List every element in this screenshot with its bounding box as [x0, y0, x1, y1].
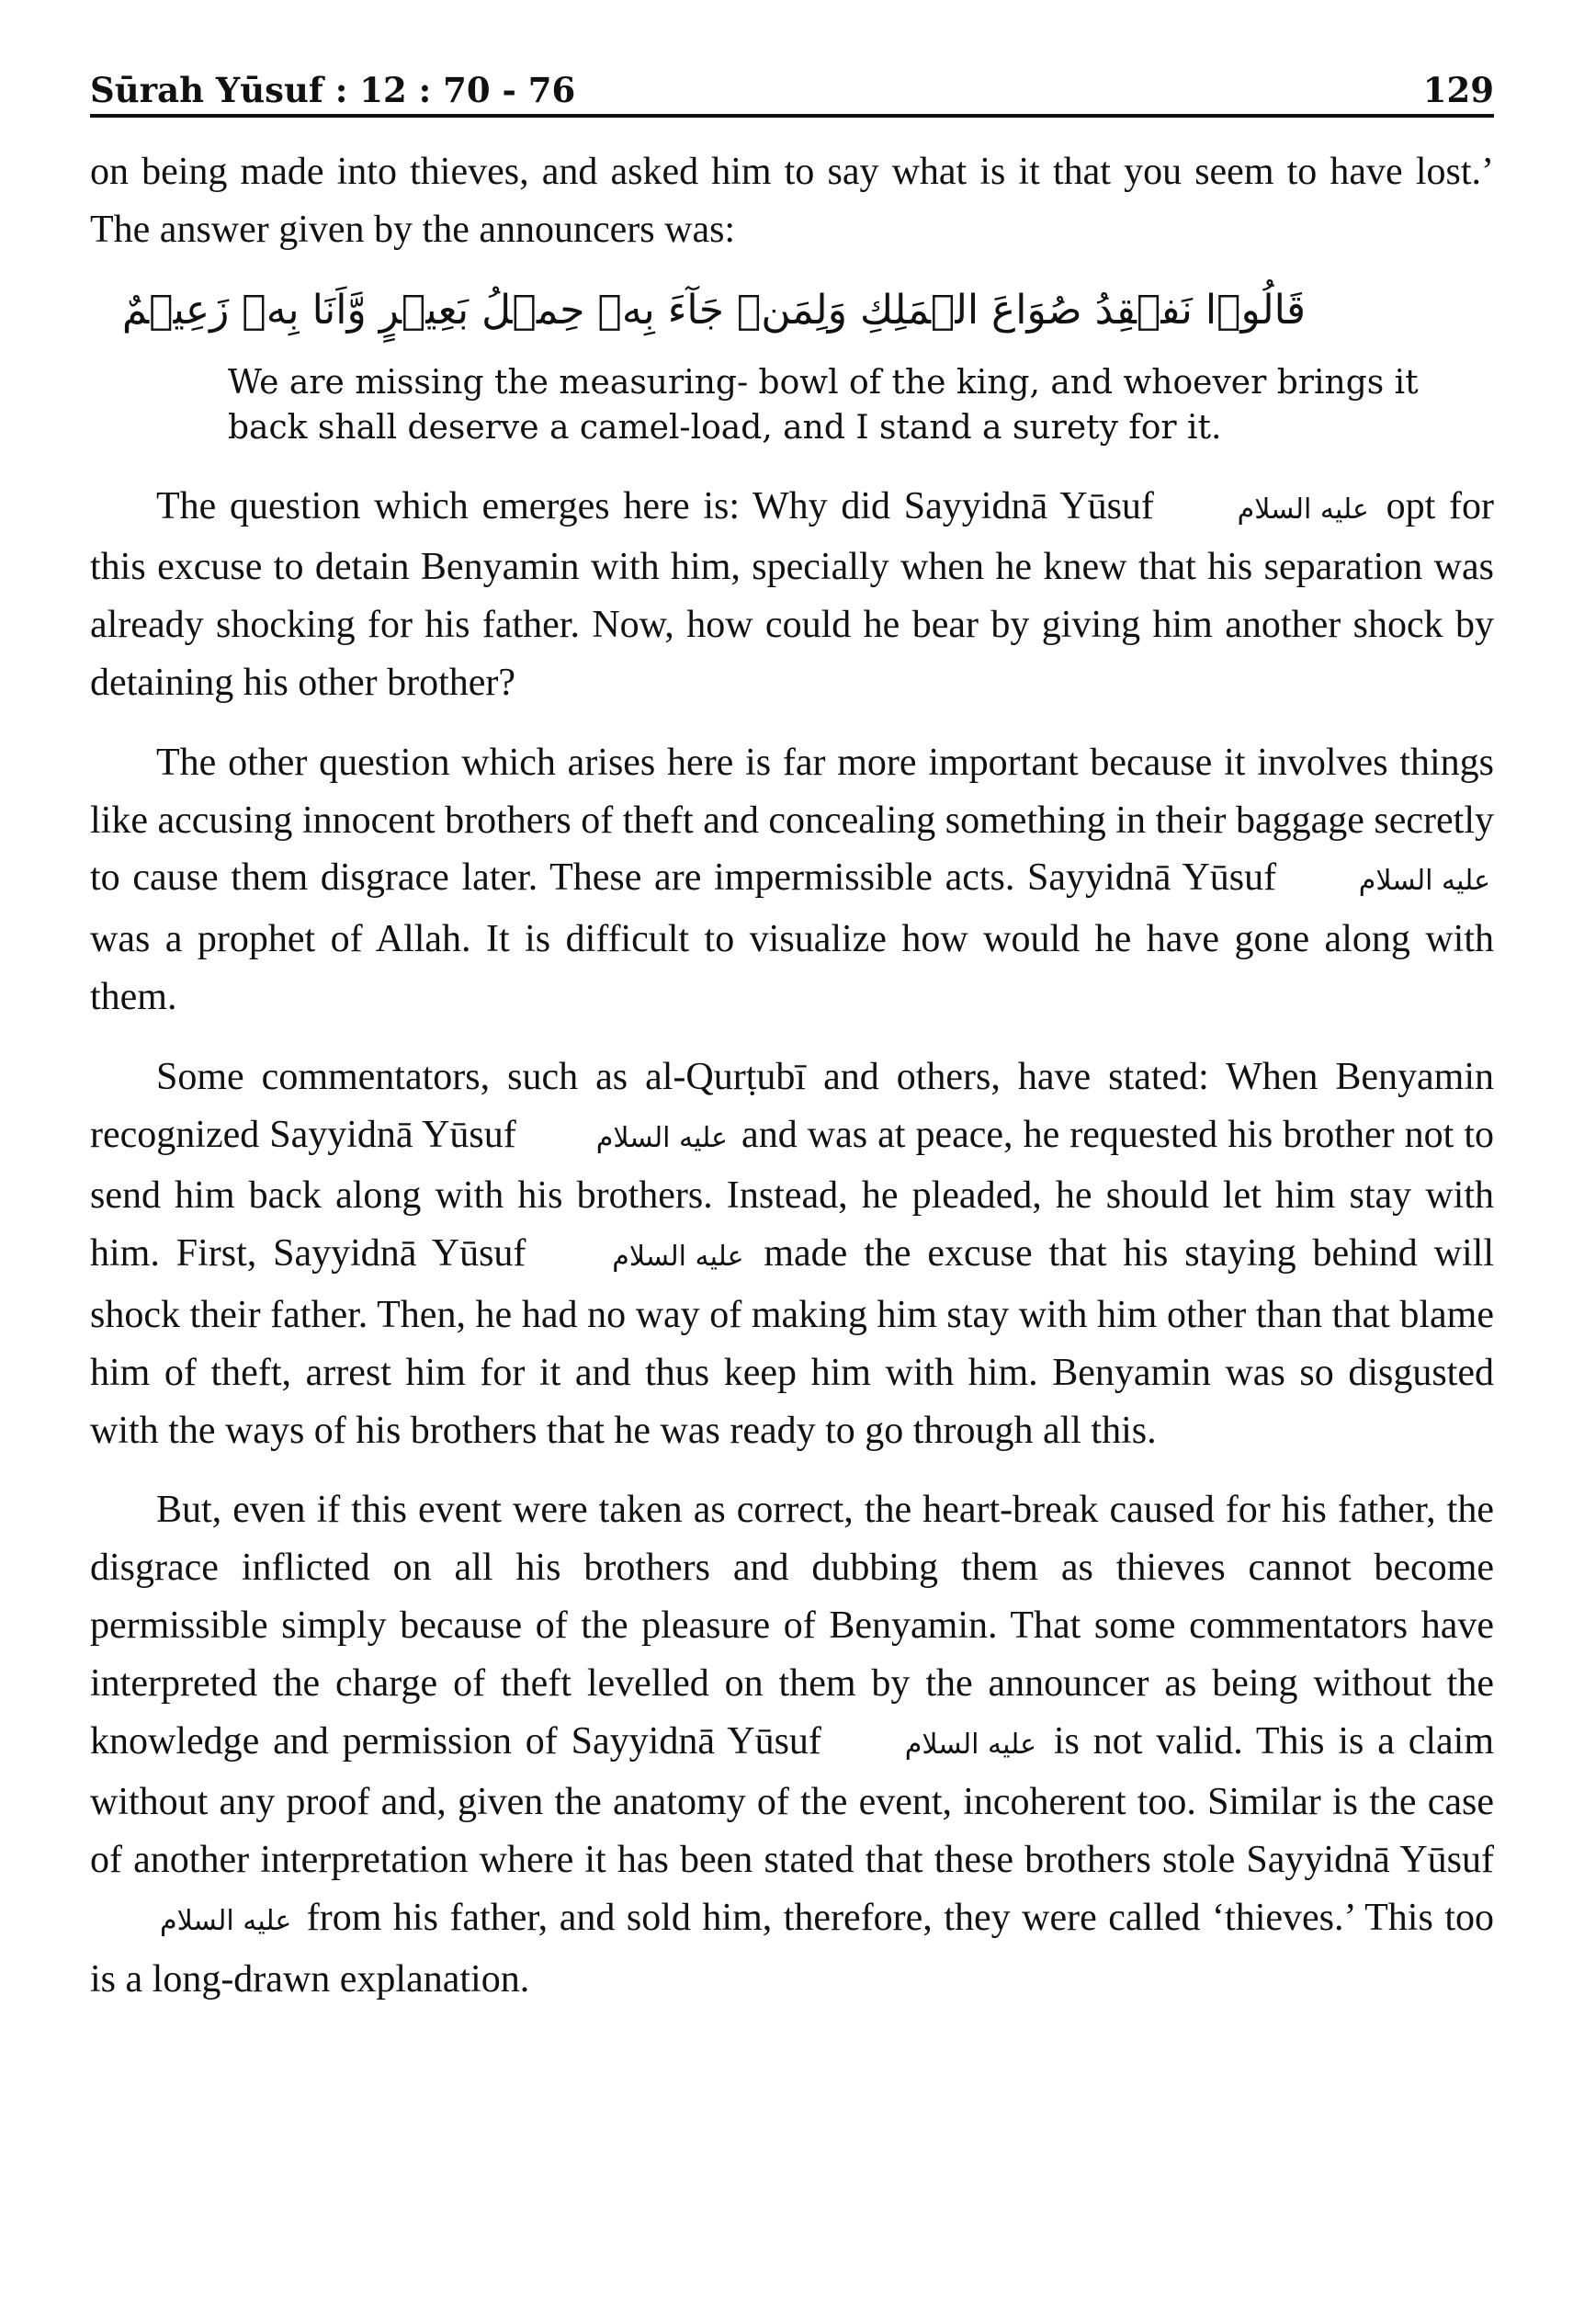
honorific-glyph: عليه السلام [904, 1728, 1036, 1761]
paragraph-3-part-a: Some commentators, such as al-Qurṭubī and others, have stated: When Benyamin recognized Sayyidnā Yūsuf [90, 1055, 1494, 1156]
body-text [90, 143, 1494, 2009]
paragraph-4-part-b: is not valid. This is a claim without any proof and, given the anatomy of the event, incoherent too. Similar is the case of another interpretation where it has been stated that these brothers stole Sayyidnā Yūsuf [90, 1719, 1494, 1882]
running-header [90, 55, 1494, 118]
honorific-glyph: عليه السلام [612, 1241, 744, 1274]
paragraph-3-part-c: made the excuse that his staying behind will shock their father. Then, he had no way of making him stay with him other than that blame him of theft, arrest him for it and thus keep him with him. Benyamin was so disgusted with the ways of his brothers that he was ready to go through all this. [90, 1232, 1494, 1452]
paragraph-2 [90, 734, 1494, 1026]
honorific-glyph: عليه السلام [595, 1121, 728, 1154]
paragraph-4-part-a: But, even if this event were taken as correct, the heart-break caused for his father, the disgrace inflicted on all his brothers and dubbing them as thieves cannot become permissible simply because of the pleasure of Benyamin. That some commentators have interpreted the charge of theft levelled on them by the announcer as being without the knowledge and permission of Sayyidnā Yūsuf [90, 1489, 1494, 1763]
intro-paragraph: on being made into thieves, and asked him to say what is it that you seem to have lost.’ The answer given by the announcers was: [90, 151, 1494, 251]
page-number: 129 [1422, 70, 1494, 110]
honorific-glyph: عليه السلام [160, 1904, 292, 1937]
paragraph-2-part-b: was a prophet of Allah. It is difficult to visualize how would he have gone along with them. [90, 918, 1494, 1018]
paragraph-4 [90, 1481, 1494, 2008]
paragraph-1 [90, 478, 1494, 712]
arabic-verse: قَالُوۡا نَفۡقِدُ صُوَاعَ الۡمَلِكِ وَلِمَنۡ جَآءَ بِهٖ حِمۡلُ بَعِيۡرٍ وَّاَنَا بِهٖ زَعِيۡمٌ [121, 286, 1307, 334]
paragraph-3-part-b: and was at peace, he requested his brother not to send him back along with his brothers. Instead, he pleaded, he should let him stay with him. First, Sayyidnā Yūsuf [90, 1113, 1494, 1275]
page [90, 55, 1494, 2009]
paragraph-1-part-b: opt for this excuse to detain Benyamin with him, specially when he knew that his separation was already shocking for his father. Now, how could he bear by giving him another shock by detaining his other brother? [90, 484, 1494, 704]
paragraph-2-part-a: The other question which arises here is far more important because it involves things like accusing innocent brothers of theft and concealing something in their baggage secretly to cause them disgrace later. These are impermissible acts. Sayyidnā Yūsuf [90, 741, 1494, 900]
header-title: Sūrah Yūsuf : 12 : 70 - 76 [90, 70, 576, 110]
paragraph-3 [90, 1049, 1494, 1460]
paragraph-4-part-c: from his father, and sold him, therefore, they were called ‘thieves.’ This too is a long-drawn explanation. [90, 1896, 1494, 2001]
paragraph-1-part-a: The question which emerges here is: Why did Sayyidnā Yūsuf [156, 484, 1154, 527]
honorific-glyph: عليه السلام [1237, 493, 1369, 526]
verse-translation: We are missing the measuring- bowl of the king, and whoever brings it back shall deserve a camel-load, and I stand a surety for it. [228, 363, 1419, 447]
honorific-glyph: عليه السلام [1358, 865, 1490, 898]
